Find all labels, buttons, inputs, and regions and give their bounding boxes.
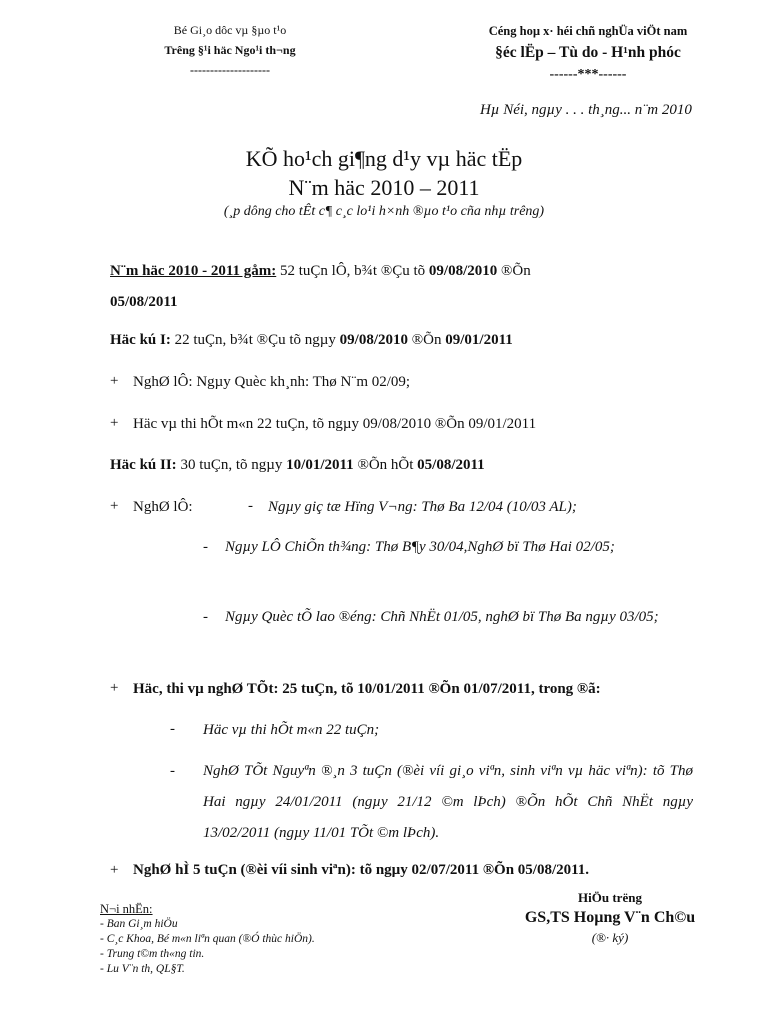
bullet-dash: - [203,609,208,625]
bullet-plus: + [110,373,119,389]
bullet-plus: + [110,498,119,514]
sem1-end: 09/01/2011 [445,332,513,348]
bullet-dash: - [203,539,208,555]
recipients-heading: N¬i nhËn: [100,902,153,916]
semester-1-summary [110,325,692,356]
sem2-term-a: Häc vµ thi hÕt m«n 22 tuÇn; [203,722,380,738]
recipients-block [100,902,430,977]
sem1-label: Häc kú I: [110,332,171,348]
university-name: Trêng §¹i häc Ngo¹i th¬ng [164,43,296,57]
ministry-name: Bé Gi¸o dôc vµ §µo t¹o [173,23,287,37]
recipient-item: - Ban Gi¸m hiÖu [100,918,178,930]
sem1-study: Häc vµ thi hÕt m«n 22 tuÇn, tõ ngµy 09/08/2010 ®Õn 09/01/2011 [133,416,537,432]
recipient-item: - C¸c Khoa, Bé m«n liªn quan (®Ó thùc hiÖn). [100,933,315,945]
summer-break: NghØ hÌ 5 tuÇn (®èi víi sinh viªn): tõ ngµy 02/07/2011 ®Õn 05/08/2011. [133,862,590,878]
header-left-divider: -------------------- [190,63,270,77]
sem2-holiday-label: NghØ lÔ: [133,499,193,515]
sem1-text-2: ®Õn [408,332,446,348]
header-right-divider: ------***------ [549,67,627,82]
sem1-holiday: NghØ lÔ: Ngµy Quèc kh¸nh: Thø N¨m 02/09; [133,374,411,390]
semester-2-summary [110,450,692,481]
country-motto: §éc lËp – Tù do - H¹nh phóc [495,44,681,61]
year-label: N¨m häc 2010 - 2011 gåm: [110,263,277,279]
signature-block [480,888,740,948]
sem1-text-1: 22 tuÇn, b¾t ®Çu tõ ngµy [170,332,340,348]
bullet-plus: + [110,415,119,431]
year-summary [110,256,692,318]
signed-note: (®· ký) [591,930,629,945]
recipient-item: - Trung t©m th«ng tin. [100,948,205,960]
sem2-holiday-3: Ngµy Quèc tÕ lao ®éng: Chñ NhËt 01/05, nghØ bï Thø Ba ngµy 03/05; [225,609,659,625]
document-title [0,144,768,202]
bullet-plus: + [110,862,119,878]
sem2-text-1: 30 tuÇn, tõ ngµy [176,457,287,473]
sem2-start: 10/01/2011 [286,457,354,473]
date-line: Hµ Néi, ngµy . . . th¸ng... n¨m 2010 [480,102,692,118]
country-name: Céng hoµ x· héi chñ nghÜa viÖt nam [488,24,688,38]
sem2-term: Häc, thi vµ nghØ TÕt: 25 tuÇn, tõ 10/01/2011 ®Õn 01/07/2011, trong ®ã: [133,681,601,697]
title-line-1: KÕ ho¹ch gi¶ng d¹y vµ häc tËp [245,146,523,171]
sem2-label: Häc kú II: [110,457,177,473]
bullet-dash: - [248,498,253,514]
signer-role: HiÖu trëng [578,890,642,905]
bullet-dash: - [170,763,175,779]
year-end: 05/08/2011 [110,294,178,310]
document-subtitle: (¸p dông cho tÊt c¶ c¸c lo¹i h×nh ®µo t¹o cña nhµ trêng) [223,204,545,219]
bullet-dash: - [170,721,175,737]
sem2-term-b: NghØ TÕt Nguyªn ®¸n 3 tuÇn (®èi víi gi¸o viªn, sinh viªn vµ häc viªn): tõ Thø Hai ngµy 24/01/2011 (ngµy 21/12 ©m lÞch) ®Õn hÕt Chñ NhËt ngµy 13/02/2011 (ngµy 11/01 TÕt ©m lÞch). [203,763,693,841]
sem2-text-2: ®Õn hÕt [353,457,418,473]
title-line-2: N¨m häc 2010 – 2011 [288,175,480,200]
bullet-plus: + [110,680,119,696]
year-text-2: ®Õn [497,263,531,279]
year-text-1: 52 tuÇn lÔ, b¾t ®Çu tõ [276,263,429,279]
sem2-holiday-2: Ngµy LÔ ChiÕn th¾ng: Thø B¶y 30/04,NghØ bï Thø Hai 02/05; [225,539,615,555]
recipient-item: - Lu V¨n th, QL§T. [100,963,185,975]
signer-name: GS,TS Hoµng V¨n Ch©u [524,909,696,926]
header-right [438,20,738,86]
sem1-start: 09/08/2010 [339,332,408,348]
sem2-holiday-1: Ngµy giç tæ Hïng V¬ng: Thø Ba 12/04 (10/03 AL); [268,499,577,515]
year-start: 09/08/2010 [428,263,498,279]
sem2-end: 05/08/2011 [417,457,485,473]
header-left [110,20,350,80]
